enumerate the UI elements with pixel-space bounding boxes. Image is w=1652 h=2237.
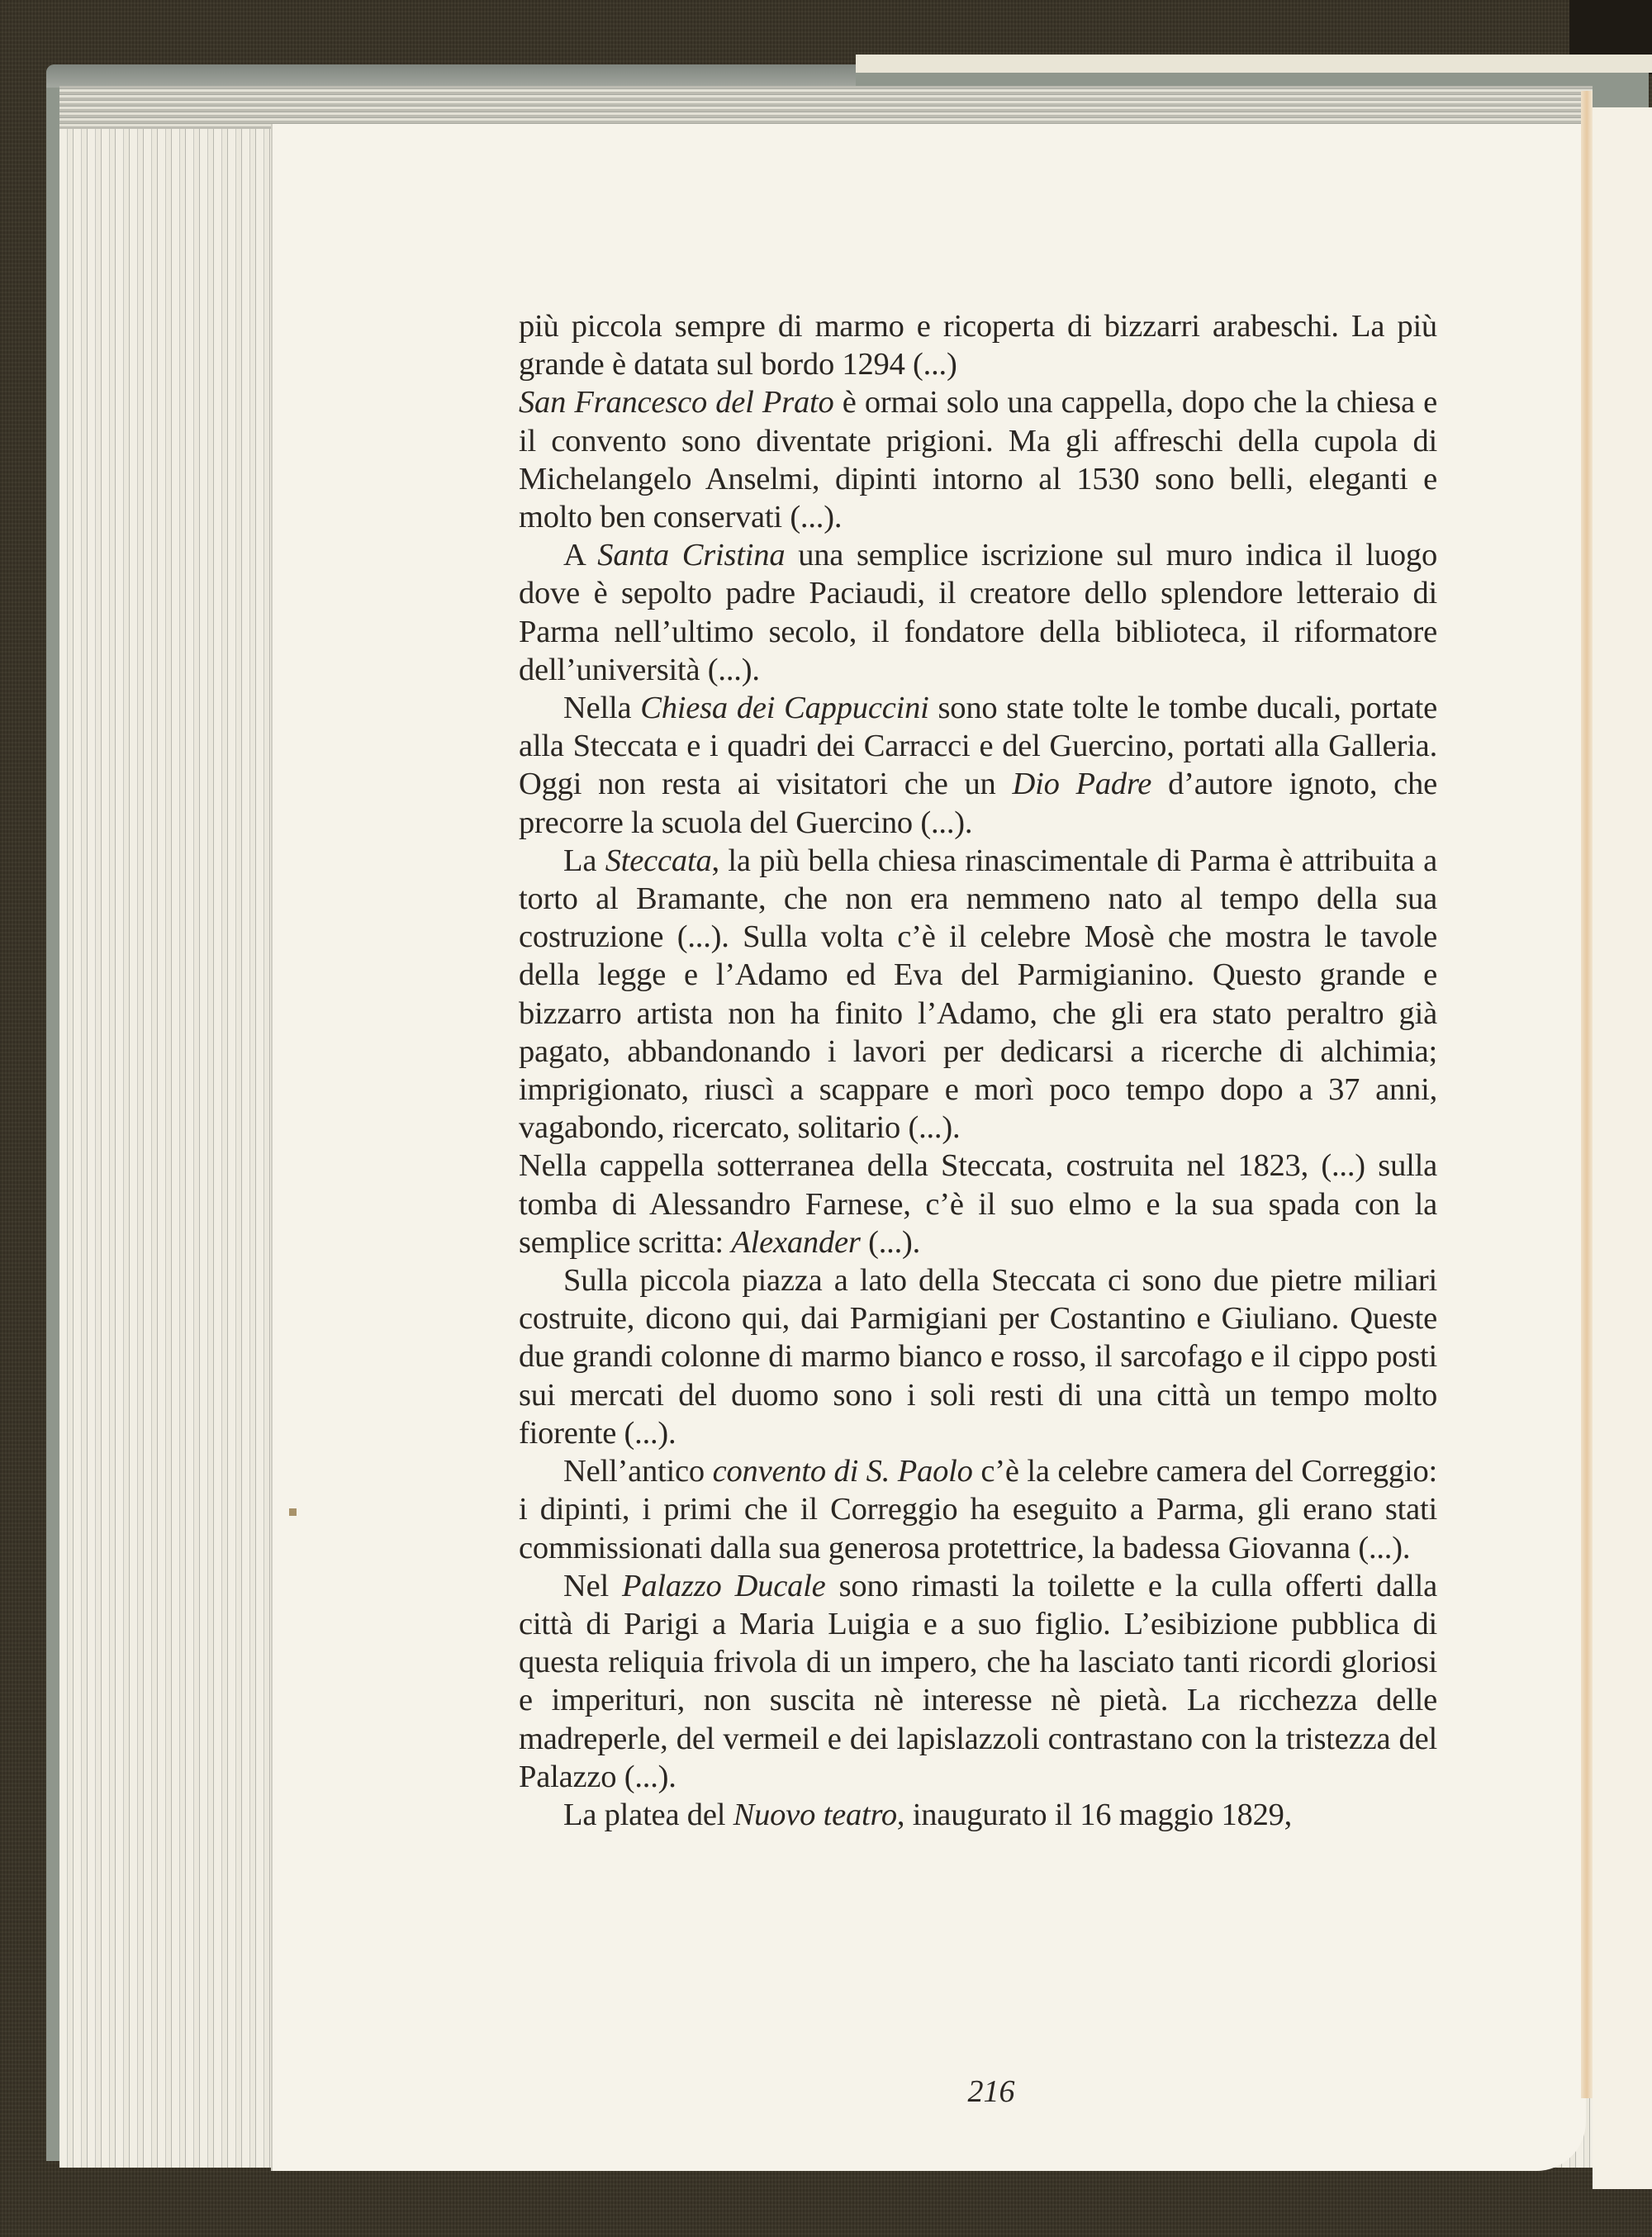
book-top-edge xyxy=(46,64,856,88)
text-run: Sulla piccola piazza a lato della Steccata ci sono due pietre miliari costruite, dicono qui, dai Parmigiani per Costantino e Giuliano. Queste due grandi colonne di marmo bianco e rosso, il sarcofago e il cippo posti sui mercati del duomo sono i soli resti di una città un tempo molto fiorente (...). xyxy=(519,1263,1437,1451)
text-run: d’autore ignoto, che precorre la scuola del Guercino (...). xyxy=(519,767,1437,840)
text-run: A xyxy=(563,538,598,573)
italic-term: convento di S. Paolo xyxy=(712,1454,973,1489)
text-run: Nella xyxy=(563,691,641,726)
paragraph xyxy=(519,307,1437,383)
paragraph xyxy=(519,383,1437,536)
book-gutter xyxy=(1581,91,1593,2098)
italic-term: San Francesco del Prato xyxy=(519,385,834,420)
italic-term: Chiesa dei Cappuccini xyxy=(640,691,929,726)
text-run: La xyxy=(563,843,605,878)
facing-page-edge xyxy=(1593,107,1652,2189)
text-run: una semplice iscrizione sul muro indica il luogo dove è sepolto padre Paciaudi, il creatore dello splendore letteraio di Parma nell’ultimo secolo, il fondatore della biblioteca, il riformatore dell’università (...). xyxy=(519,538,1437,687)
paragraph xyxy=(519,1567,1437,1796)
italic-term: Alexander xyxy=(731,1224,861,1260)
paragraph xyxy=(519,1147,1437,1261)
text-run: c’è la celebre camera del Correggio: i dipinti, i primi che il Correggio ha eseguito a Parma, gli erano stati commissionati dalla sua generosa protettrice, la badessa Giovanna (...). xyxy=(519,1454,1437,1565)
text-run: , inaugurato il 16 maggio 1829, xyxy=(896,1797,1293,1832)
text-run: sono state tolte le tombe ducali, portate alla Steccata e i quadri dei Carracci e del Guercino, portati alla Galleria. Oggi non resta ai visitatori che un xyxy=(519,691,1437,802)
book-top-edge-right xyxy=(856,55,1652,73)
paragraph xyxy=(519,689,1437,842)
text-run: (...). xyxy=(860,1224,921,1260)
page-body-text xyxy=(519,307,1437,1834)
paragraph xyxy=(519,842,1437,1147)
text-run: , la più bella chiesa rinascimentale di Parma è attribuita a torto al Bramante, che non era nemmeno nato al tempo della sua costruzione (...). Sulla volta c’è il celebre Mosè che mostra le tavole della legge e l’Adamo ed Eva del Parmigianino. Questo grande e bizzarro artista non ha finito l’Adamo, che gli era stato peraltro già pagato, abbandonando i lavori per dedicarsi a ricerche di alchimia; imprigionato, riuscì a scappare e morì poco tempo dopo a 37 anni, vagabondo, ricercato, solitario (...). xyxy=(519,843,1437,1146)
italic-term: Santa Cristina xyxy=(597,538,786,573)
text-run: La platea del xyxy=(563,1797,733,1832)
text-run: più piccola sempre di marmo e ricoperta di bizzarri arabeschi. La più grande è datata sul bordo 1294 (...) xyxy=(519,309,1437,382)
text-run: Nella cappella sotterranea della Steccata, costruita nel 1823, (...) sulla tomba di Alessandro Farnese, c’è il suo elmo e la sua spada con la semplice scritta: xyxy=(519,1148,1437,1260)
paper-stain xyxy=(289,1508,297,1516)
text-run: Nel xyxy=(563,1568,623,1603)
page-stack-top-edges xyxy=(59,86,1593,129)
paragraph xyxy=(519,536,1437,689)
paragraph xyxy=(519,1261,1437,1452)
italic-term: Steccata xyxy=(605,843,712,878)
italic-term: Dio Padre xyxy=(1012,767,1152,802)
paragraph xyxy=(519,1452,1437,1567)
text-run: sono rimasti la toilette e la culla offerti dalla città di Parigi a Maria Luigia e a suo figlio. L’esibizione pubblica di questa reliquia frivola di un impero, che ha lasciato tanti ricordi gloriosi e imperituri, non suscita nè interesse nè pietà. La ricchezza delle madreperle, del vermeil e dei lapislazzoli contrastano con la tristezza del Palazzo (...). xyxy=(519,1568,1438,1794)
text-run: è ormai solo una cappella, dopo che la chiesa e il convento sono diventate prigioni. Ma gli affreschi della cupola di Michelangelo Anselmi, dipinti intorno al 1530 sono belli, eleganti e molto ben conservati (...). xyxy=(519,385,1437,535)
italic-term: Palazzo Ducale xyxy=(622,1568,826,1603)
text-run: Nell’antico xyxy=(563,1454,713,1489)
paragraph xyxy=(519,1796,1437,1834)
italic-term: Nuovo teatro xyxy=(733,1797,897,1832)
page-number: 216 xyxy=(967,2074,1015,2109)
